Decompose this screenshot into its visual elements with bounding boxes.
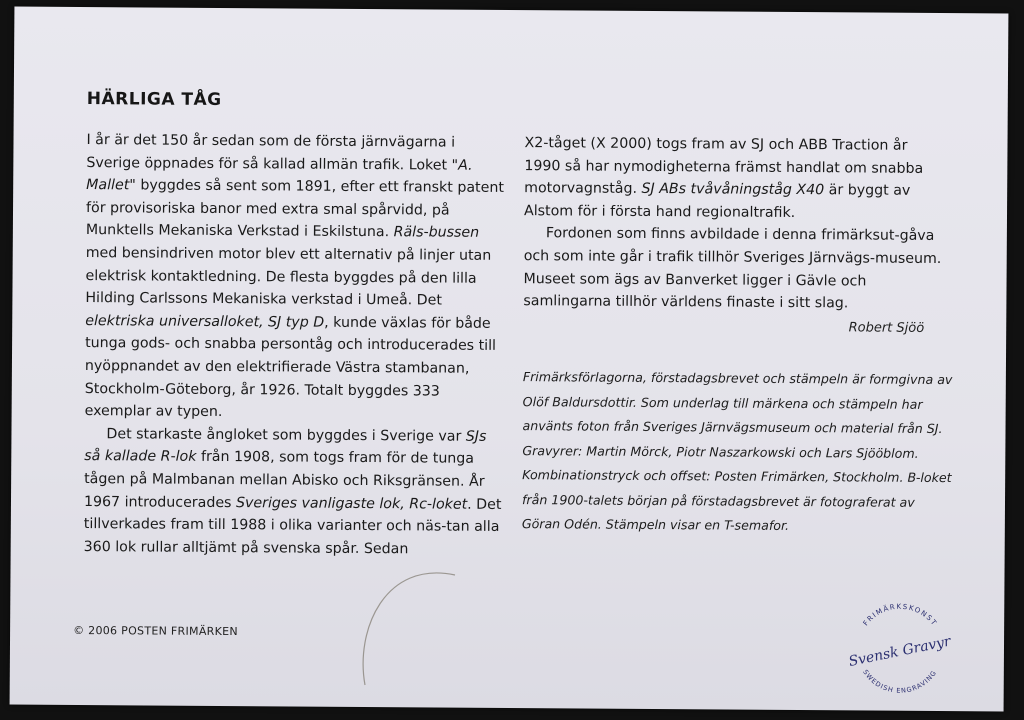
- seal-center-text: Svensk Gravyr: [847, 633, 953, 671]
- left-paragraph-2: [84, 423, 505, 561]
- italic-text-run: SJ ABs tvåvåningståg X40: [641, 181, 825, 199]
- text-run: från 1908, som togs fram för de tunga tågen på Malmbanan mellan Abisko och Riksgränsen. År 1967 introducerades: [83, 449, 485, 511]
- seal-top-text: FRIMÄRKSKONST: [861, 602, 939, 628]
- text-run: X2-tåget (X 2000) togs fram av SJ och ABB Traction år 1990 så har nymodigheterna främst handlat om snabba motorvagnståg.: [524, 135, 924, 198]
- text-run: byggdes så sent som 1891, efter ett franskt patent för provisoriska banor med extra smal spårvidd, på Munktells Mekaniska Verkstad i Eskilstuna.: [85, 177, 504, 241]
- right-column: [523, 132, 944, 316]
- text-run: . Det tillverkades fram till 1988 i olika varianter och näs-tan alla 360 lok rullar alltjämt på svenska spår. Sedan: [83, 496, 502, 557]
- page-title: HÄRLIGA TÅG: [86, 89, 222, 110]
- italic-text-run: Räls-bussen: [393, 224, 480, 242]
- left-paragraph-1: [85, 129, 507, 426]
- italic-text-run: elektriska universalloket, SJ typ D: [85, 312, 325, 331]
- svg-text:SWEDISH ENGRAVING: [861, 668, 938, 695]
- right-paragraph-1: [524, 132, 945, 225]
- text-run: Fordonen som finns avbildade i denna frimärksut-gåva och som inte går i trafik tillhör Sveriges Järnvägs-museum. Museet som ägs av Banverket ligger i Gävle och samlingarna tillhör världens finaste i sitt slag.: [523, 225, 942, 312]
- left-column: [84, 129, 507, 561]
- text-run: , kunde växlas för både tunga gods- och snabba persontåg och introducerades till nyöppnandet av den elektrifierade Västra stambanan, Stockholm-Göteborg, år 1926. Totalt byggdes 333 exemplar av typen.: [84, 314, 497, 421]
- credits-text: Frimärksförlagorna, förstadagsbrevet och stämpeln är formgivna av Olöf Baldursdottir. Som underlag till märkena och stämpeln har använts foton från Sveriges Järnvägsmuseum och material från SJ. Gravyrer: Martin Mörck, Piotr Naszarkowski och Lars Sjööblom. Kombinationstryck och offset: Posten Frimärken, Stockholm. B-loket från 1900-talets början på förstadagsbrevet är fotograferat av Göran Odén. Stämpeln visar en T-semafor.: [521, 369, 953, 533]
- text-run: I år är det 150 år sedan som de första järnvägarna i Sverige öppnades för så kallad allmän trafik. Loket: [86, 132, 456, 174]
- svg-text:FRIMÄRKSKONST: [862, 602, 939, 627]
- info-card: [10, 7, 1009, 712]
- text-run: Det starkaste ångloket som byggdes i Sverige var: [106, 425, 466, 445]
- italic-text-run: SJs så kallade R-lok: [84, 428, 487, 466]
- svensk-gravyr-seal-logo: [845, 597, 956, 698]
- text-run: med bensindriven motor blev ett alternativ på linjer utan elektrisk kontaktledning. De flesta byggdes på den lilla Hilding Carlssons Mekaniska verkstad i Umeå. Det: [85, 245, 492, 309]
- italic-text-run: Sveriges vanligaste lok, Rc-loket: [235, 494, 468, 513]
- text-run: är byggt av Alstom för i första hand regionaltrafik.: [523, 182, 911, 221]
- copyright-notice: © 2006 POSTEN FRIMÄRKEN: [73, 623, 238, 639]
- right-paragraph-2: [523, 222, 944, 315]
- author-signature: Robert Sjöö: [848, 320, 925, 336]
- seal-bottom-text: SWEDISH ENGRAVING: [861, 668, 939, 695]
- italic-text-run: "A. Mallet": [86, 157, 473, 194]
